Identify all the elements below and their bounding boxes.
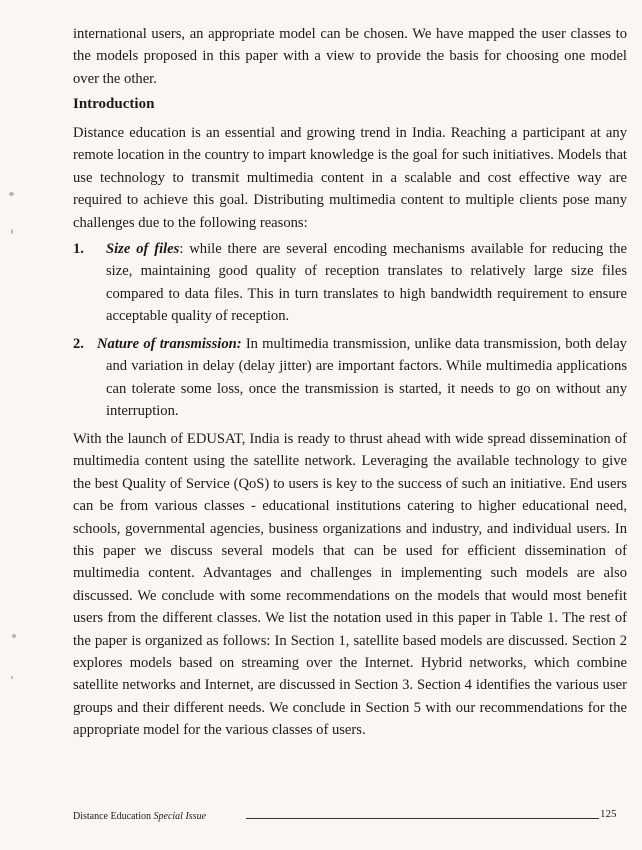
footer-journal-name: Distance Education bbox=[73, 811, 154, 822]
footer-issue: Special Issue bbox=[153, 811, 207, 822]
section-heading-introduction: Introduction bbox=[73, 96, 155, 112]
page-footer bbox=[73, 806, 617, 822]
footer-journal-title bbox=[73, 811, 206, 822]
list-item-body bbox=[106, 238, 627, 328]
introduction-paragraph: Distance education is an essential and growing trend in India. Reaching a participant at any remote location in the country to impart knowledge is the goal for such initiatives. Models that use technology to transmit multimedia content in a scalable and cost effective way are required to achieve this goal. Distributing multimedia content to multiple clients pose many challenges due to the following reasons: bbox=[73, 125, 627, 231]
footer-rule bbox=[246, 818, 599, 819]
scan-speck bbox=[9, 192, 14, 196]
list-number: 1. bbox=[73, 241, 84, 257]
scan-speck bbox=[11, 229, 13, 234]
scan-speck bbox=[11, 676, 13, 679]
list-text: In multimedia transmission, unlike data transmission, both delay and variation in delay (delay jitter) are important factors. While multimedia applications can tolerate some loss, once the transmission is started, it needs to go on without any interruption. bbox=[106, 336, 627, 420]
list-term: Size of files bbox=[106, 241, 180, 257]
carryover-paragraph: international users, an appropriate model can be chosen. We have mapped the user classes to the models proposed in this paper with a view to provide the basis for choosing one model over the other. bbox=[73, 26, 627, 87]
list-item-body bbox=[97, 333, 627, 423]
list-term-separator: : bbox=[179, 241, 184, 257]
list-text: while there are several encoding mechanisms available for reducing the size, maintaining good quality of reception translates to relatively large size files compared to data files. This in turn translates to high bandwidth requirement to ensure acceptable quality of reception. bbox=[106, 241, 627, 325]
list-term: Nature of transmission: bbox=[97, 336, 242, 352]
page-number: 125 bbox=[600, 808, 617, 820]
scan-speck bbox=[12, 634, 16, 638]
list-number: 2. bbox=[73, 336, 84, 352]
reasons-list-item-2 bbox=[73, 333, 627, 423]
reasons-list-item-1 bbox=[73, 238, 627, 328]
main-paragraph: With the launch of EDUSAT, India is ready to thrust ahead with wide spread dissemination of multimedia content using the satellite network. Leveraging the available technology to give the best Quality of Service (QoS) to users is key to the success of such an initiative. End users can be from various classes - educational institutions catering to higher educational need, schools, governmental agencies, business organizations and industry, and individual users. In this paper we discuss several models that can be used for efficient dissemination of multimedia content. Advantages and challenges in implementing such models are also discussed. We conclude with some recommendations on the models that would most benefit users from the different classes. We list the notation used in this paper in Table 1. The rest of the paper is organized as follows: In Section 1, satellite based models are discussed. Section 2 explores models based on streaming over the Internet. Hybrid networks, which combine satellite networks and Internet, are discussed in Section 3. Section 4 identifies the various user groups and their different needs. We conclude in Section 5 with our recommendations for the appropriate model for the various classes of users. bbox=[73, 431, 627, 739]
